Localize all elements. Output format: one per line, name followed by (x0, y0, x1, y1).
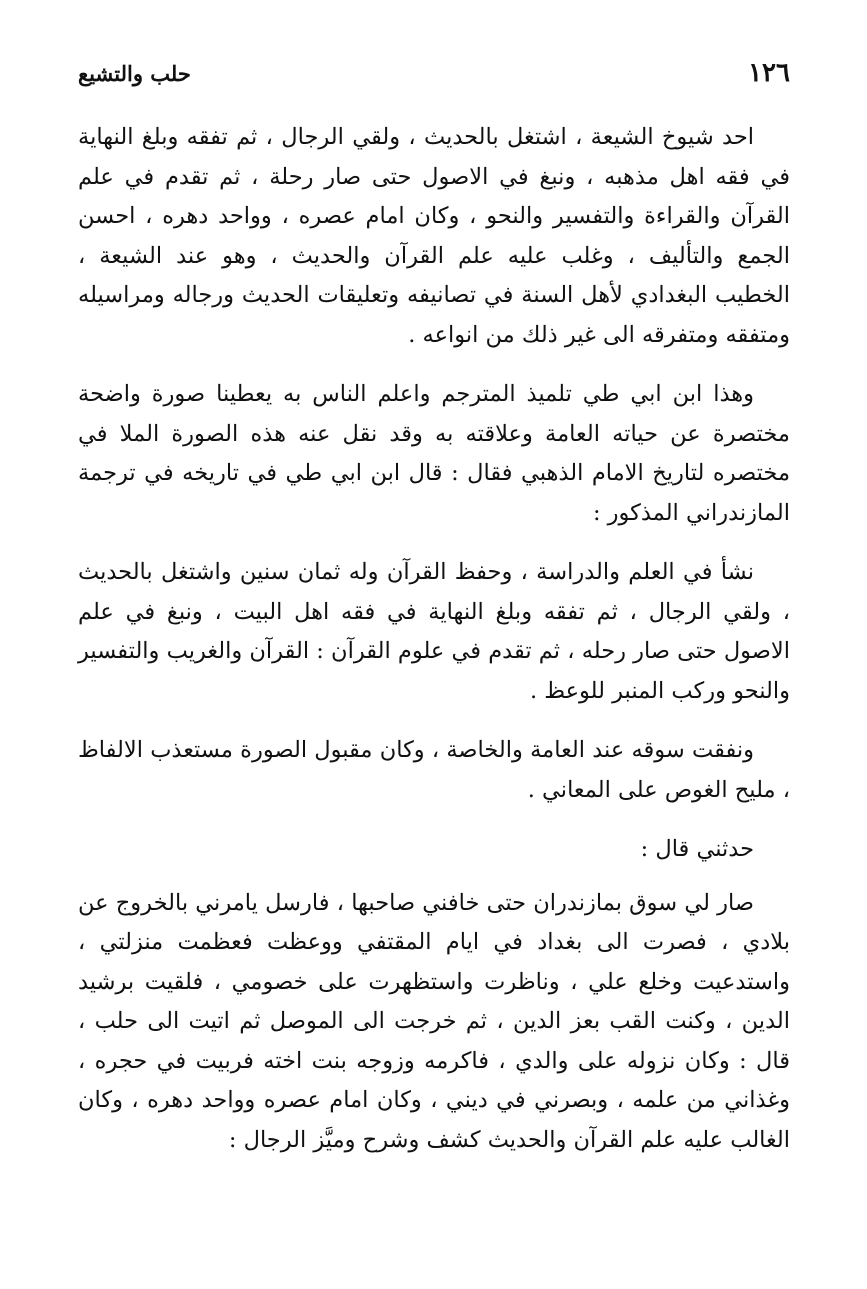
page-body (78, 118, 790, 1160)
section-title: حلب والتشيع (78, 61, 191, 86)
paragraph-6: صار لي سوق بمازندران حتى خافني صاحبها ، فارسل يامرني بالخروج عن بلادي ، فصرت الى بغداد في ايام المقتفي ووعظت فعظمت منزلتي ، واستدعيت وخلع علي ، وناظرت واستظهرت على خصومي ، فلقيت برشيد الدين ، وكنت القب بعز الدين ، ثم خرجت الى الموصل ثم اتيت الى حلب ، قال : وكان نزوله على والدي ، فاكرمه وزوجه بنت اخته فربيت في حجره ، وغذاني من علمه ، وبصرني في ديني ، وكان امام عصره وواحد دهره ، وكان الغالب عليه علم القرآن والحديث كشف وشرح وميَّز الرجال : (78, 889, 790, 1153)
paragraph-1: احد شيوخ الشيعة ، اشتغل بالحديث ، ولقي الرجال ، ثم تفقه وبلغ النهاية في فقه اهل مذهبه ، ونبغ في الاصول حتى صار رحلة ، ثم تقدم في علم القرآن والقراءة والتفسير والنحو ، وكان امام عصره ، وواحد دهره ، احسن الجمع والتأليف ، وغلب عليه علم القرآن والحديث ، وهو عند الشيعة ، الخطيب البغدادي لأهل السنة في تصانيفه وتعليقات الحديث ورجاله ومراسيله ومتفقه ومتفرقه الى غير ذلك من انواعه . (78, 124, 790, 348)
running-head (78, 58, 790, 106)
paragraph-3: نشأ في العلم والدراسة ، وحفظ القرآن وله ثمان سنين واشتغل بالحديث ، ولقي الرجال ، ثم تفقه وبلغ النهاية في فقه اهل البيت ، ونبغ في علم الاصول حتى صار رحله ، ثم تقدم في علوم القرآن : القرآن والغريب والتفسير والنحو وركب المنبر للوعظ . (78, 559, 790, 704)
paragraph-4: ونفقت سوقه عند العامة والخاصة ، وكان مقبول الصورة مستعذب الالفاظ ، مليح الغوص على المعاني . (78, 737, 790, 803)
book-page (78, 58, 790, 1180)
paragraph-2: وهذا ابن ابي طي تلميذ المترجم واعلم الناس به يعطينا صورة واضحة مختصرة عن حياته العامة وعلاقته به وقد نقل عنه هذه الصورة الملا في مختصره لتاريخ الامام الذهبي فقال : قال ابن ابي طي في تاريخه في ترجمة المازندراني المذكور : (78, 381, 790, 526)
page-number: ١٢٦ (748, 58, 790, 88)
paragraph-5: حدثني قال : (640, 836, 754, 862)
